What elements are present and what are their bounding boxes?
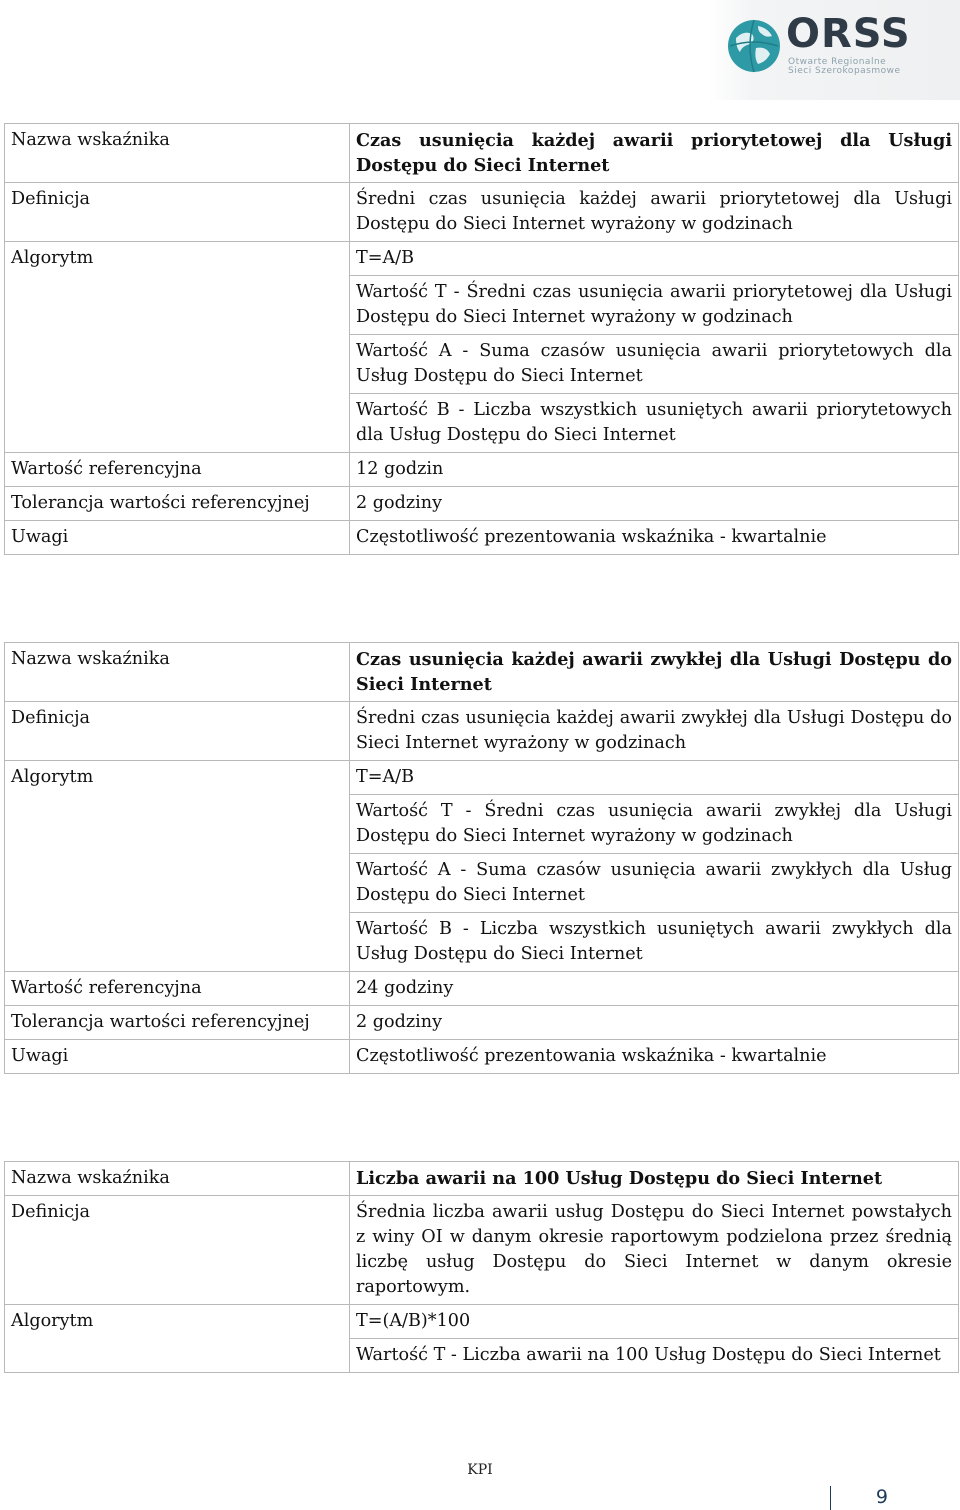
algorytm-value: T=A/B [350,242,959,276]
table-row [5,1339,959,1373]
empty-label-cell [5,854,350,913]
nazwa-label: Nazwa wskaźnika [5,124,350,183]
table-row [5,335,959,394]
wartosc-t: Wartość T - Liczba awarii na 100 Usług Dostępu do Sieci Internet [350,1339,959,1373]
table-row [5,1162,959,1196]
table-row [5,124,959,183]
wartosc-b: Wartość B - Liczba wszystkich usuniętych awarii priorytetowych dla Usług Dostępu do Sieci Internet [350,394,959,453]
empty-label-cell [5,913,350,972]
table-row [5,1196,959,1305]
definicja-value: Średni czas usunięcia każdej awarii priorytetowej dla Usługi Dostępu do Sieci Internet wyrażony w godzinach [350,183,959,242]
algorytm-value: T=A/B [350,761,959,795]
table-row [5,276,959,335]
kpi-table-2 [4,642,959,1074]
tolerancja-value: 2 godziny [350,487,959,521]
empty-label-cell [5,335,350,394]
tolerancja-value: 2 godziny [350,1006,959,1040]
nazwa-label: Nazwa wskaźnika [5,1162,350,1196]
footer-label: KPI [467,1462,493,1478]
table-row [5,394,959,453]
nazwa-label: Nazwa wskaźnika [5,643,350,702]
uwagi-label: Uwagi [5,521,350,555]
empty-label-cell [5,394,350,453]
orss-logo [708,0,960,100]
empty-label-cell [5,276,350,335]
page-number: 9 [875,1486,888,1508]
algorytm-value: T=(A/B)*100 [350,1305,959,1339]
algorytm-label: Algorytm [5,1305,350,1339]
definicja-value: Średni czas usunięcia każdej awarii zwykłej dla Usługi Dostępu do Sieci Internet wyrażony w godzinach [350,702,959,761]
table-row [5,487,959,521]
definicja-label: Definicja [5,183,350,242]
nazwa-value: Czas usunięcia każdej awarii zwykłej dla Usługi Dostępu do Sieci Internet [350,643,959,702]
uwagi-value: Częstotliwość prezentowania wskaźnika - kwartalnie [350,1040,959,1074]
referencyjna-value: 24 godziny [350,972,959,1006]
kpi-table-3 [4,1161,959,1373]
table-row [5,913,959,972]
empty-label-cell [5,795,350,854]
table-row [5,183,959,242]
referencyjna-label: Wartość referencyjna [5,972,350,1006]
table-row [5,643,959,702]
wartosc-t: Wartość T - Średni czas usunięcia awarii zwykłej dla Usługi Dostępu do Sieci Internet wyrażony w godzinach [350,795,959,854]
table-row [5,242,959,276]
nazwa-value: Liczba awarii na 100 Usług Dostępu do Sieci Internet [350,1162,959,1196]
uwagi-label: Uwagi [5,1040,350,1074]
page-number-divider [830,1486,831,1510]
table-row [5,761,959,795]
nazwa-value: Czas usunięcia każdej awarii priorytetowej dla Usługi Dostępu do Sieci Internet [350,124,959,183]
uwagi-value: Częstotliwość prezentowania wskaźnika - kwartalnie [350,521,959,555]
table-row [5,1006,959,1040]
table-row [5,1040,959,1074]
table-row [5,972,959,1006]
definicja-label: Definicja [5,1196,350,1305]
wartosc-t: Wartość T - Średni czas usunięcia awarii priorytetowej dla Usługi Dostępu do Sieci Internet wyrażony w godzinach [350,276,959,335]
table-row [5,854,959,913]
definicja-value: Średnia liczba awarii usług Dostępu do Sieci Internet powstałych z winy OI w danym okresie raportowym podzielona przez średnią liczbę usług Dostępu do Sieci Internet w danym okresie raportowym. [350,1196,959,1305]
logo-tagline: Otwarte Regionalne Sieci Szerokopasmowe [788,57,901,76]
definicja-label: Definicja [5,702,350,761]
wartosc-a: Wartość A - Suma czasów usunięcia awarii priorytetowych dla Usług Dostępu do Sieci Internet [350,335,959,394]
kpi-table-1 [4,123,959,555]
tolerancja-label: Tolerancja wartości referencyjnej [5,487,350,521]
wartosc-b: Wartość B - Liczba wszystkich usuniętych awarii zwykłych dla Usług Dostępu do Sieci Internet [350,913,959,972]
tolerancja-label: Tolerancja wartości referencyjnej [5,1006,350,1040]
algorytm-label: Algorytm [5,761,350,795]
table-row [5,702,959,761]
wartosc-a: Wartość A - Suma czasów usunięcia awarii zwykłych dla Usług Dostępu do Sieci Internet [350,854,959,913]
algorytm-label: Algorytm [5,242,350,276]
globe-icon [726,18,782,74]
table-row [5,453,959,487]
referencyjna-value: 12 godzin [350,453,959,487]
table-row [5,795,959,854]
referencyjna-label: Wartość referencyjna [5,453,350,487]
table-row [5,1305,959,1339]
empty-label-cell [5,1339,350,1373]
table-row [5,521,959,555]
logo-name: ORSS [786,11,911,57]
